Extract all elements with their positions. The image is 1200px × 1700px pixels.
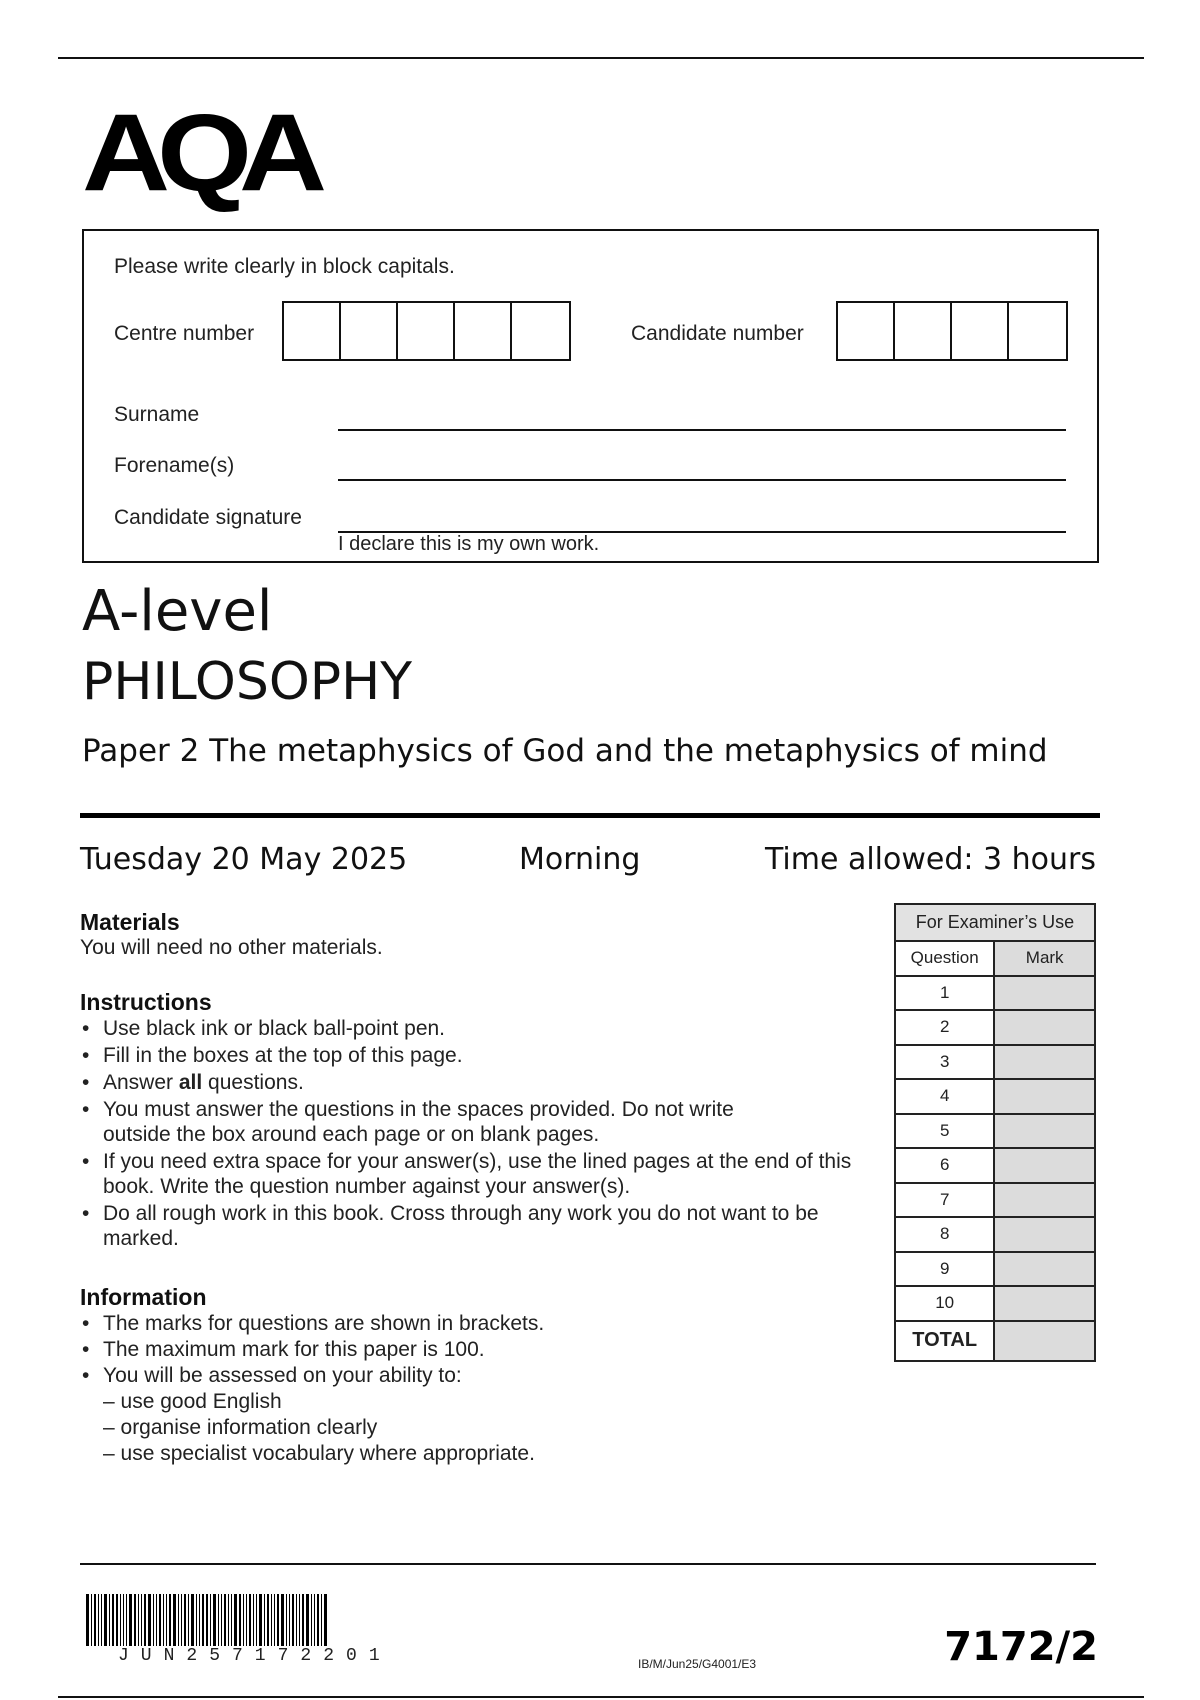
barcode-bar	[311, 1594, 312, 1646]
barcode-bar	[224, 1594, 226, 1646]
mark-cell	[994, 1286, 1095, 1321]
barcode-bar	[281, 1594, 284, 1646]
mark-column-header: Mark	[994, 941, 1095, 976]
instructions-list	[80, 1016, 880, 1251]
question-column-header: Question	[895, 941, 994, 976]
barcode-bar	[156, 1594, 157, 1646]
mark-cell	[994, 1010, 1095, 1045]
centre-number-digit[interactable]	[398, 303, 455, 359]
barcode-bar	[299, 1594, 300, 1646]
table-row	[895, 1321, 1095, 1361]
barcode-bar	[199, 1594, 200, 1646]
centre-number-digit[interactable]	[284, 303, 341, 359]
barcode-bar	[86, 1594, 89, 1646]
exam-session: Morning	[519, 842, 641, 877]
list-item: • You must answer the questions in the spaces provided. Do not write outside the box around each page or on blank pages.	[80, 1097, 792, 1147]
list-item: • The marks for questions are shown in brackets.	[80, 1311, 680, 1336]
barcode-bar	[286, 1594, 287, 1646]
barcode-bar	[181, 1594, 182, 1646]
barcode-bar	[264, 1594, 265, 1646]
criteria-item: – use good English	[103, 1390, 282, 1413]
top-rule	[58, 57, 1144, 59]
barcode-bar	[221, 1594, 222, 1646]
surname-label: Surname	[114, 403, 200, 426]
barcode-bar	[249, 1594, 251, 1646]
barcode-bar	[109, 1594, 110, 1646]
table-row	[895, 1217, 1095, 1252]
mark-cell	[994, 1045, 1095, 1080]
question-number: 3	[895, 1045, 994, 1080]
total-label: TOTAL	[895, 1321, 994, 1361]
table-row	[895, 1079, 1095, 1114]
barcode-bar	[166, 1594, 167, 1646]
barcode-bar	[239, 1594, 241, 1646]
forenames-label: Forename(s)	[114, 454, 235, 477]
barcode-bar	[292, 1594, 294, 1646]
materials-heading: Materials	[80, 909, 180, 935]
footer-rule	[80, 1563, 1096, 1565]
question-number: 8	[895, 1217, 994, 1252]
question-number: 7	[895, 1183, 994, 1218]
aqa-logo: AQA	[82, 91, 315, 215]
barcode-bar	[191, 1594, 194, 1646]
question-number: 6	[895, 1148, 994, 1183]
barcode-bar	[104, 1594, 107, 1646]
barcode-bar	[253, 1594, 254, 1646]
barcode-bar	[324, 1594, 327, 1646]
question-number: 4	[895, 1079, 994, 1114]
exam-date: Tuesday 20 May 2025	[80, 842, 408, 877]
barcode-bar	[296, 1594, 297, 1646]
examiner-table-title: For Examiner’s Use	[895, 904, 1095, 941]
mark-cell	[994, 1183, 1095, 1218]
list-item: • Use black ink or black ball-point pen.	[80, 1016, 880, 1041]
candidate-number-digit[interactable]	[838, 303, 895, 359]
barcode-bar	[126, 1594, 127, 1646]
bottom-rule	[58, 1696, 1144, 1698]
barcode-text: JUN257172201	[118, 1646, 392, 1666]
criteria-item: – organise information clearly	[103, 1416, 378, 1439]
barcode-bar	[259, 1594, 262, 1646]
barcode-bar	[120, 1594, 121, 1646]
mark-cell	[994, 1079, 1095, 1114]
assessment-criteria	[103, 1389, 535, 1467]
table-row	[895, 1010, 1095, 1045]
mark-cell	[994, 1252, 1095, 1287]
barcode-bar	[218, 1594, 219, 1646]
barcode-bar	[116, 1594, 118, 1646]
declaration-text: I declare this is my own work.	[338, 533, 600, 555]
barcode-bar	[314, 1594, 315, 1646]
barcode-bar	[213, 1594, 216, 1646]
answer-all-emphasis: all	[178, 1071, 203, 1094]
table-row	[895, 1183, 1095, 1218]
materials-text: You will need no other materials.	[80, 936, 383, 959]
barcode-bar	[101, 1594, 102, 1646]
candidate-number-digit[interactable]	[895, 303, 952, 359]
information-heading: Information	[80, 1284, 207, 1310]
barcode-bar	[243, 1594, 244, 1646]
list-item: • The maximum mark for this paper is 100.	[80, 1337, 680, 1362]
mark-cell	[994, 1114, 1095, 1149]
question-number: 5	[895, 1114, 994, 1149]
barcode-bar	[184, 1594, 186, 1646]
time-allowed: Time allowed: 3 hours	[764, 842, 1096, 877]
barcode-bar	[231, 1594, 232, 1646]
barcode-bar	[196, 1594, 197, 1646]
question-number: 10	[895, 1286, 994, 1321]
barcode-bar	[134, 1594, 136, 1646]
barcode-bar	[178, 1594, 179, 1646]
table-row	[895, 1114, 1095, 1149]
barcode-bar	[271, 1594, 272, 1646]
centre-number-digit[interactable]	[455, 303, 512, 359]
barcode-bar	[202, 1594, 204, 1646]
answer-all-suffix: questions.	[202, 1071, 304, 1094]
barcode-bar	[159, 1594, 161, 1646]
signature-label: Candidate signature	[114, 506, 302, 529]
barcode-bar	[210, 1594, 211, 1646]
forenames-line[interactable]	[338, 479, 1066, 481]
mark-cell	[994, 1217, 1095, 1252]
list-item: • Do all rough work in this book. Cross through any work you do not want to be marked.	[80, 1201, 830, 1251]
barcode-bar	[141, 1594, 142, 1646]
centre-number-label: Centre number	[114, 322, 255, 345]
candidate-number-digit[interactable]	[952, 303, 1009, 359]
criteria-item: – use specialist vocabulary where appropriate.	[103, 1442, 535, 1465]
information-list	[80, 1311, 680, 1388]
barcode-bar	[169, 1594, 171, 1646]
total-mark-cell	[994, 1321, 1095, 1361]
candidate-number-digit[interactable]	[1009, 303, 1066, 359]
list-item: • You will be assessed on your ability to:	[80, 1363, 680, 1388]
barcode-bar	[277, 1594, 279, 1646]
centre-number-digit[interactable]	[512, 303, 569, 359]
barcode-bar	[129, 1594, 132, 1646]
barcode-bar	[98, 1594, 99, 1646]
barcode-bar	[274, 1594, 275, 1646]
barcode-bar	[123, 1594, 124, 1646]
barcode-bar	[289, 1594, 290, 1646]
barcode-bar	[148, 1594, 151, 1646]
candidate-number-boxes[interactable]	[836, 301, 1068, 361]
barcode-bar	[267, 1594, 269, 1646]
reference-code: IB/M/Jun25/G4001/E3	[638, 1657, 757, 1671]
examiner-use-table	[894, 903, 1096, 1362]
barcode-bar	[234, 1594, 237, 1646]
block-capitals-instruction: Please write clearly in block capitals.	[114, 255, 455, 278]
barcode-bar	[138, 1594, 139, 1646]
question-number: 9	[895, 1252, 994, 1287]
centre-number-digit[interactable]	[341, 303, 398, 359]
list-item: • If you need extra space for your answer(s), use the lined pages at the end of this book. Write the question number against your answer(s).	[80, 1149, 880, 1199]
question-number: 2	[895, 1010, 994, 1045]
answer-all-prefix: Answer	[103, 1071, 179, 1094]
question-number: 1	[895, 976, 994, 1011]
table-row	[895, 1286, 1095, 1321]
barcode	[86, 1594, 470, 1646]
barcode-bar	[228, 1594, 229, 1646]
candidate-number-label: Candidate number	[631, 322, 804, 345]
list-item	[80, 1070, 880, 1095]
barcode-bar	[321, 1594, 322, 1646]
list-item: • Fill in the boxes at the top of this page.	[80, 1043, 880, 1068]
table-row	[895, 1252, 1095, 1287]
barcode-bar	[91, 1594, 92, 1646]
barcode-bar	[112, 1594, 114, 1646]
title-divider	[80, 813, 1100, 818]
mark-cell	[994, 1148, 1095, 1183]
barcode-bar	[256, 1594, 257, 1646]
barcode-bar	[188, 1594, 189, 1646]
table-row	[895, 1148, 1095, 1183]
table-row	[895, 976, 1095, 1011]
barcode-bar	[153, 1594, 154, 1646]
subject-title: PHILOSOPHY	[82, 652, 413, 712]
paper-title: Paper 2 The metaphysics of God and the metaphysics of mind	[82, 733, 1048, 769]
barcode-bar	[206, 1594, 208, 1646]
barcode-bar	[94, 1594, 96, 1646]
candidate-details-box	[82, 229, 1099, 563]
centre-number-boxes[interactable]	[282, 301, 571, 361]
barcode-bar	[144, 1594, 146, 1646]
barcode-bar	[163, 1594, 164, 1646]
surname-line[interactable]	[338, 429, 1066, 431]
barcode-bar	[246, 1594, 247, 1646]
barcode-bar	[306, 1594, 309, 1646]
barcode-bar	[317, 1594, 319, 1646]
paper-code: 7172/2	[944, 1624, 1098, 1670]
instructions-heading: Instructions	[80, 989, 212, 1015]
barcode-bar	[173, 1594, 176, 1646]
table-row	[895, 1045, 1095, 1080]
mark-cell	[994, 976, 1095, 1011]
barcode-bar	[302, 1594, 304, 1646]
qualification-level: A-level	[82, 579, 273, 644]
